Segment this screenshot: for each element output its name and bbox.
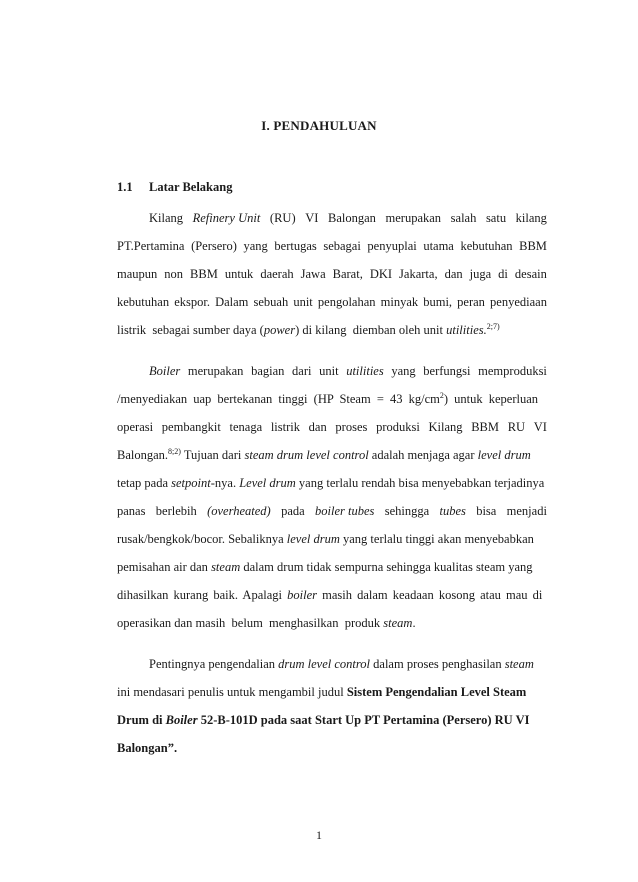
paragraph-1-line-1: Kilang Refinery Unit (RU) VI Balongan merupakan salah satu kilang [149,211,547,225]
chapter-title: I. PENDAHULUAN [261,118,377,133]
paragraph-3-line-2: ini mendasari penulis untuk mengambil judul Sistem Pengendalian Level Steam [117,685,527,699]
paragraph-2-line-6: panas berlebih (overheated) pada boiler tubes sehingga tubes bisa menjadi [117,504,547,518]
paragraph-3-line-3: Drum di Boiler 52-B-101D pada saat Start Up PT Pertamina (Persero) RU VI [117,713,530,727]
paragraph-2-line-7: rusak/bengkok/bocor. Sebaliknya level drum yang terlalu tinggi akan menyebabkan [117,532,534,546]
paragraph-1-line-5: listrik sebagai sumber daya (power) di kilang diemban oleh unit utilities.$^{2;7)}$ [117,321,500,337]
paragraph-1-line-3: maupun non BBM untuk daerah Jawa Barat, DKI Jakarta, dan juga di desain [117,267,547,281]
section-title: Latar Belakang [149,180,233,194]
paragraph-1-line-2: PT.Pertamina (Persero) yang bertugas sebagai penyuplai utama kebutuhan BBM [117,239,547,253]
paragraph-2-line-10: operasikan dan masih belum menghasilkan produk steam. [117,616,416,630]
paragraph-2-line-2: /menyediakan uap bertekanan tinggi (HP Steam = 43 $kg/cm^2$) untuk keperluan [117,390,539,406]
paragraph-2-line-1: Boiler merupakan bagian dari unit utilities yang berfungsi memproduksi [149,364,547,378]
paragraph-2-line-5: tetap pada setpoint-nya. Level drum yang terlalu rendah bisa menyebabkan terjadinya [117,476,545,490]
paragraph-3-line-1: Pentingnya pengendalian drum level control dalam proses penghasilan steam [149,657,534,671]
paragraph-2-line-3: operasi pembangkit tenaga listrik dan proses produksi Kilang BBM RU VI [117,420,547,434]
paragraph-2-line-9: dihasilkan kurang baik. Apalagi boiler masih dalam keadaan kosong atau mau di [117,588,543,602]
section-number: 1.1 [117,180,133,194]
paragraph-3-line-4: Balongan”. [117,741,178,755]
paragraph-1-line-4: kebutuhan ekspor. Dalam sebuah unit pengolahan minyak bumi, peran penyediaan [117,295,547,309]
paragraph-2-line-4: Balongan.$^{8;2)}$ Tujuan dari steam drum level control adalah menjaga agar level drum [117,446,531,462]
paragraph-2-line-8: pemisahan air dan steam dalam drum tidak sempurna sehingga kualitas steam yang [117,560,533,574]
page-number: 1 [316,828,322,842]
